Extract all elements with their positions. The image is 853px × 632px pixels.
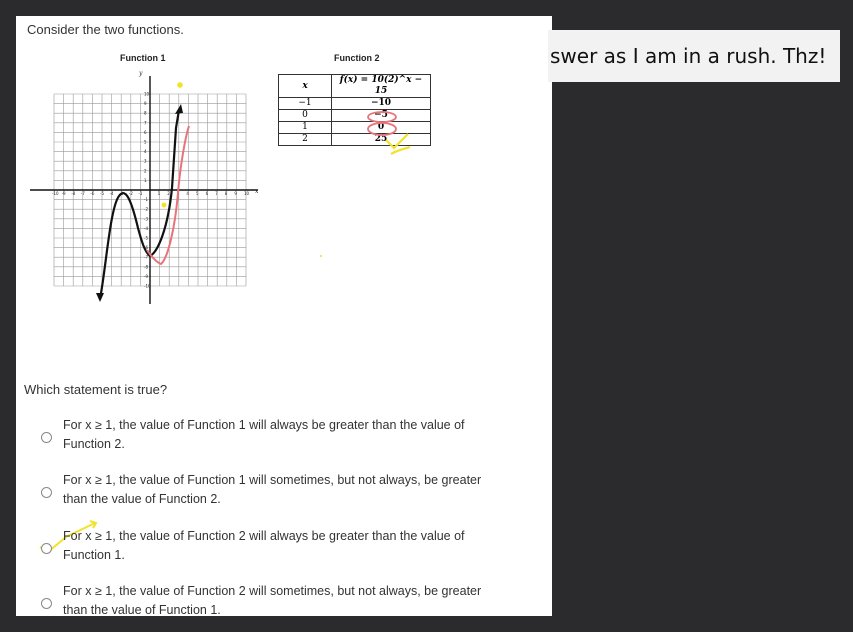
y-tick-label: 5 <box>144 139 147 145</box>
y-tick-label: 4 <box>144 149 147 155</box>
x-tick-label: 3 <box>176 191 180 196</box>
table-header-fx: f(x) = 10(2)^x − 15 <box>332 75 431 98</box>
yellow-dot-axis <box>162 203 167 208</box>
table-header-x: x <box>279 75 332 98</box>
x-tick-label: -10 <box>52 191 59 196</box>
table-row <box>279 98 431 110</box>
y-tick-label: 6 <box>144 129 147 135</box>
yellow-dot-top <box>177 82 183 88</box>
table-row <box>279 110 431 122</box>
x-tick-label: -4 <box>109 191 114 196</box>
table-row <box>279 134 431 146</box>
radio-option-2[interactable] <box>41 487 52 498</box>
y-tick-label: -2 <box>144 206 148 212</box>
y-tick-label: 7 <box>144 120 147 126</box>
function2-title: Function 2 <box>334 53 380 63</box>
curve-arrow-down <box>96 293 104 302</box>
question-prompt: Which statement is true? <box>24 382 168 397</box>
y-tick-label: 2 <box>144 168 147 174</box>
x-tick-label: -6 <box>90 191 95 196</box>
table-row <box>279 122 431 134</box>
x-tick-label: 7 <box>215 191 218 196</box>
table-cell: 1 <box>279 122 332 134</box>
y-tick-label: -4 <box>144 225 148 231</box>
x-tick-labels <box>52 191 250 196</box>
overflow-banner-text: swer as I am in a rush. Thz! <box>548 30 840 82</box>
y-tick-label: 1 <box>144 177 147 183</box>
y-tick-label: 10 <box>144 91 150 97</box>
x-tick-label: 1 <box>157 191 161 196</box>
table-cell: −1 <box>279 98 332 110</box>
y-tick-label: 3 <box>144 158 147 164</box>
option-2-text: For x ≥ 1, the value of Function 1 will sometimes, but not always, be greater than the value of Function 2. <box>63 473 482 506</box>
option-3-text: For x ≥ 1, the value of Function 2 will always be greater than the value of Function 1. <box>63 529 465 562</box>
intro-text: Consider the two functions. <box>27 22 184 37</box>
question-card <box>16 16 552 616</box>
table-cell: −5 <box>332 110 431 122</box>
y-tick-label: -6 <box>144 245 148 251</box>
table-cell: 0 <box>279 110 332 122</box>
option-1-text: For x ≥ 1, the value of Function 1 will always be greater than the value of Function 2. <box>63 418 465 451</box>
x-tick-label: -7 <box>80 191 85 196</box>
x-tick-label: 2 <box>167 191 170 196</box>
y-tick-label: -1 <box>144 197 148 203</box>
y-tick-label: -3 <box>144 216 148 222</box>
y-tick-label: -8 <box>144 264 148 270</box>
function1-graph <box>30 68 260 308</box>
yellow-dot-small <box>320 255 322 257</box>
radio-option-4[interactable] <box>41 598 52 609</box>
x-tick-label: -8 <box>71 191 76 196</box>
y-tick-label: 9 <box>144 101 147 107</box>
y-tick-label: -5 <box>144 235 148 241</box>
x-tick-label: 6 <box>205 191 209 196</box>
x-tick-label: -1 <box>138 191 143 196</box>
x-tick-label: -9 <box>61 191 66 196</box>
x-tick-label: 5 <box>196 191 199 196</box>
radio-option-3[interactable] <box>41 543 52 554</box>
option-4-text: For x ≥ 1, the value of Function 2 will sometimes, but not always, be greater than the value of Function 1. <box>63 584 482 616</box>
x-tick-label: -5 <box>100 191 104 196</box>
table-cell: 0 <box>332 122 431 134</box>
x-tick-label: -3 <box>119 191 124 196</box>
table-cell: 2 <box>279 134 332 146</box>
x-tick-label: -2 <box>128 191 133 196</box>
x-axis-label: x <box>255 188 259 195</box>
y-tick-label: -10 <box>144 283 151 289</box>
y-tick-label: -7 <box>144 254 148 260</box>
y-tick-label: -9 <box>144 273 148 279</box>
function2-table <box>278 74 431 146</box>
x-tick-label: 4 <box>186 191 189 196</box>
x-tick-label: 9 <box>234 191 237 196</box>
y-axis-label: y <box>139 70 143 77</box>
radio-option-1[interactable] <box>41 432 52 443</box>
table-cell: 25 <box>332 134 431 146</box>
x-tick-label: 10 <box>244 191 250 196</box>
table-header-row <box>279 75 431 98</box>
y-tick-label: 8 <box>144 110 147 116</box>
x-tick-label: 8 <box>224 191 228 196</box>
table-cell: −10 <box>332 98 431 110</box>
function1-title: Function 1 <box>120 53 166 63</box>
